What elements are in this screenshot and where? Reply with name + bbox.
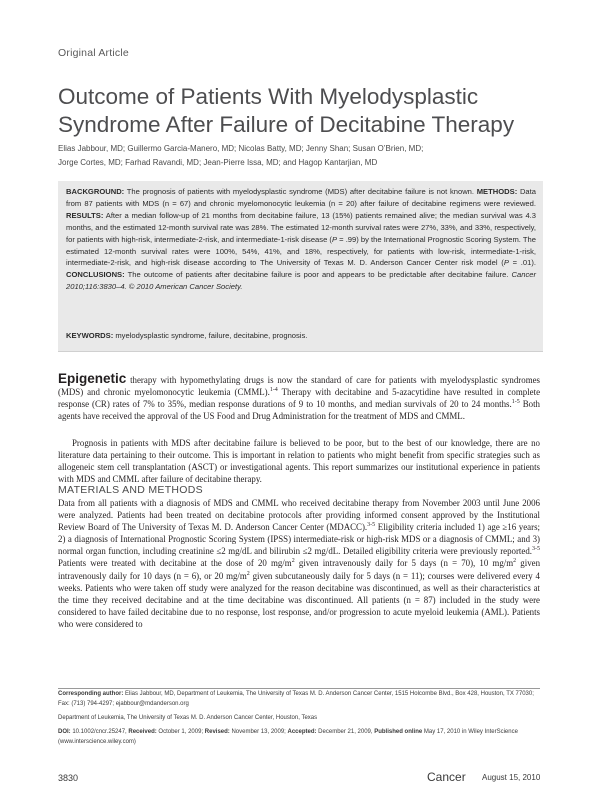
page-number: 3830	[58, 773, 79, 783]
lead-word: Epigenetic	[58, 371, 127, 386]
citation-ref: 3-5	[532, 546, 540, 553]
footnote-text: December 21, 2009,	[316, 729, 375, 735]
section-heading: MATERIALS AND METHODS	[58, 484, 203, 496]
abstract-section-label: METHODS:	[476, 187, 518, 196]
abstract-section-label: BACKGROUND:	[66, 187, 125, 196]
footnote-text: 10.1002/cncr.25247,	[70, 729, 129, 735]
footnote-label: DOI:	[58, 729, 71, 735]
citation-ref: 3-5	[367, 522, 376, 529]
abstract-results: After a median follow-up of 21 months from decitabine failure, 13 (15%) patients remained alive; the median survival was 4.3 months, and the estimated 12-month survival rate was 28%. The estimated 12-month survival rates were 27%, 33%, and 33%, respectively, for patients with high-risk, intermediate-2-risk, and intermediate-1-risk disease (	[66, 210, 536, 244]
paragraph-text: given intravenously daily for 5 days (n = 70), 10 mg/m	[294, 558, 514, 569]
footnote-text: October 1, 2009;	[156, 729, 205, 735]
journal-citation: Cancer 2010;116:3830–4.	[66, 270, 536, 292]
journal-name: Cancer	[427, 770, 466, 784]
abstract-background: The prognosis of patients with myelodysplastic syndrome (MDS) after decitabine failure is not known.	[124, 187, 477, 196]
paragraph-text: given intravenously daily for 10 days (n = 6), or 20 mg/m	[58, 558, 541, 581]
footnote-label: Published online	[374, 729, 423, 735]
footnote-label: Revised:	[204, 729, 230, 735]
citation-ref: 1-4	[269, 387, 278, 394]
author-line: Elias Jabbour, MD; Guillermo Garcia-Manero, MD; Nicolas Batty, MD; Jenny Shan; Susan O’Brien, MD;	[58, 144, 424, 153]
footnote-text: May 17, 2010 in Wiley InterScience (www.interscience.wiley.com)	[58, 729, 518, 745]
footnote-label: Corresponding author:	[58, 691, 124, 697]
superscript: 2	[513, 558, 517, 565]
keywords-label: KEYWORDS:	[66, 331, 114, 340]
methods-paragraph	[58, 497, 540, 630]
p-value-symbol: P	[503, 258, 509, 268]
footnote-text: Elias Jabbour, MD, Department of Leukemia, The University of Texas M. D. Anderson Cancer Center, 1515 Holcombe Blvd., Box 428, Houston, TX 77030; Fax: (713) 794-4297; ejabbour@mdanderson.org	[58, 691, 534, 707]
article-title: Outcome of Patients With Myelodysplastic Syndrome After Failure of Decitabine Therapy	[58, 84, 515, 137]
keywords	[66, 330, 536, 342]
abstract-results: = .01).	[508, 258, 536, 268]
superscript: 2	[246, 570, 250, 577]
paragraph-text: Therapy with decitabine and 5-azacytidine have resulted in complete response (CR) rates of 7% to 35%, median response durations of 9 to 10 months, and median survivals of 20 to 24 months.	[58, 387, 541, 410]
issue-date: August 15, 2010	[482, 773, 541, 782]
citation-ref: 1-5	[511, 399, 520, 406]
corresponding-author-note	[58, 690, 540, 709]
article-type-label: Original Article	[58, 47, 129, 59]
footnote-text: November 13, 2009;	[229, 729, 288, 735]
publication-history	[58, 728, 540, 747]
p-value-symbol: P	[331, 234, 338, 244]
copyright-notice: © 2010 American Cancer Society.	[126, 282, 243, 292]
paragraph-text: Patients were treated with decitabine at the dose of 20 mg/m	[58, 558, 292, 569]
abstract-text	[66, 186, 536, 293]
paragraph-text: Data from all patients with a diagnosis of MDS and CMML who received decitabine therapy from November 2003 until June 2006 were analyzed. Patients had been treated on decitabine protocols after providing informed consent approved by the Institutional Review Board of The University of Texas M. D. Anderson Cancer Center (MDACC).	[58, 498, 540, 533]
footnote-label: Received:	[128, 729, 157, 735]
keywords-text: myelodysplastic syndrome, failure, decitabine, prognosis.	[113, 331, 308, 340]
footnote-divider	[58, 688, 540, 689]
superscript: 2	[291, 558, 295, 565]
paragraph-text: given subcutaneously daily for 5 days (n = 11); courses were delivered every 4 weeks. Patients who were taken off study were analyzed for the reason decitabine was discontinued, as well as their characteristics at the time they received decitabine and at the time decitabine was discontinued. All patients (n = 87) included in the study were considered to have failed decitabine due to no response, lost response, and/or progression to acute myeloid leukemia (AML). Patients who were considered to	[58, 570, 540, 629]
paragraph-text: Prognosis in patients with MDS after decitabine failure is believed to be poor, but to the best of our knowledge, there are no literature data pertaining to their outcome. This is important in relation to patients who might benefit from specific strategies such as allogeneic stem cell transplantation (ASCT) or investigational agents. This report summarizes our institutional experience in patients with MDS and CMML after failure of decitabine therapy.	[58, 438, 540, 485]
affiliation-note: Department of Leukemia, The University of Texas M. D. Anderson Cancer Center, Houston, Texas	[58, 715, 318, 721]
abstract-section-label: CONCLUSIONS:	[66, 270, 125, 280]
abstract-conclusions: The outcome of patients after decitabine failure is poor and appears to be predictable after decitabine failure.	[124, 270, 512, 280]
author-list	[58, 142, 558, 170]
paragraph-text: Both agents have received the approval of the US Food and Drug Administration for the treatment of MDS and CMML.	[58, 399, 540, 422]
abstract-section-label: RESULTS:	[66, 210, 104, 220]
intro-paragraph	[58, 373, 540, 422]
intro-paragraph	[58, 437, 540, 485]
abstract-results: = .99) by the International Prognostic Scoring System. The estimated 12-month survival rates were 100%, 54%, 41%, and 18%, respectively, for patients with low-risk, intermediate-1-risk, intermediate-2-risk, and high-risk disease according to The University of Texas M. D. Anderson Cancer Center risk model (	[66, 234, 536, 268]
paragraph-text: therapy with hypomethylating drugs is now the standard of care for patients with myelodysplastic syndromes (MDS) and chronic myelomonocytic leukemia (CMML).	[58, 375, 540, 398]
abstract-methods: Data from 87 patients with MDS (n = 67) and chronic myelomonocytic leukemia (n = 20) after failure of decitabine regimens were reviewed.	[66, 187, 536, 208]
author-line: Jorge Cortes, MD; Farhad Ravandi, MD; Jean-Pierre Issa, MD; and Hagop Kantarjian, MD	[58, 158, 378, 167]
footnote-label: Accepted:	[287, 729, 317, 735]
paragraph-text: Eligibility criteria included 1) age ≥16 years; 2) a diagnosis of International Prognostic Scoring System (IPSS) intermediate-risk or high-risk MDS or a diagnosis of CMML; and 3) normal organ function, including creatinine ≤2 mg/dL and bilirubin ≤2 mg/dL. Detailed eligibility criteria were previously reported.	[58, 522, 540, 557]
